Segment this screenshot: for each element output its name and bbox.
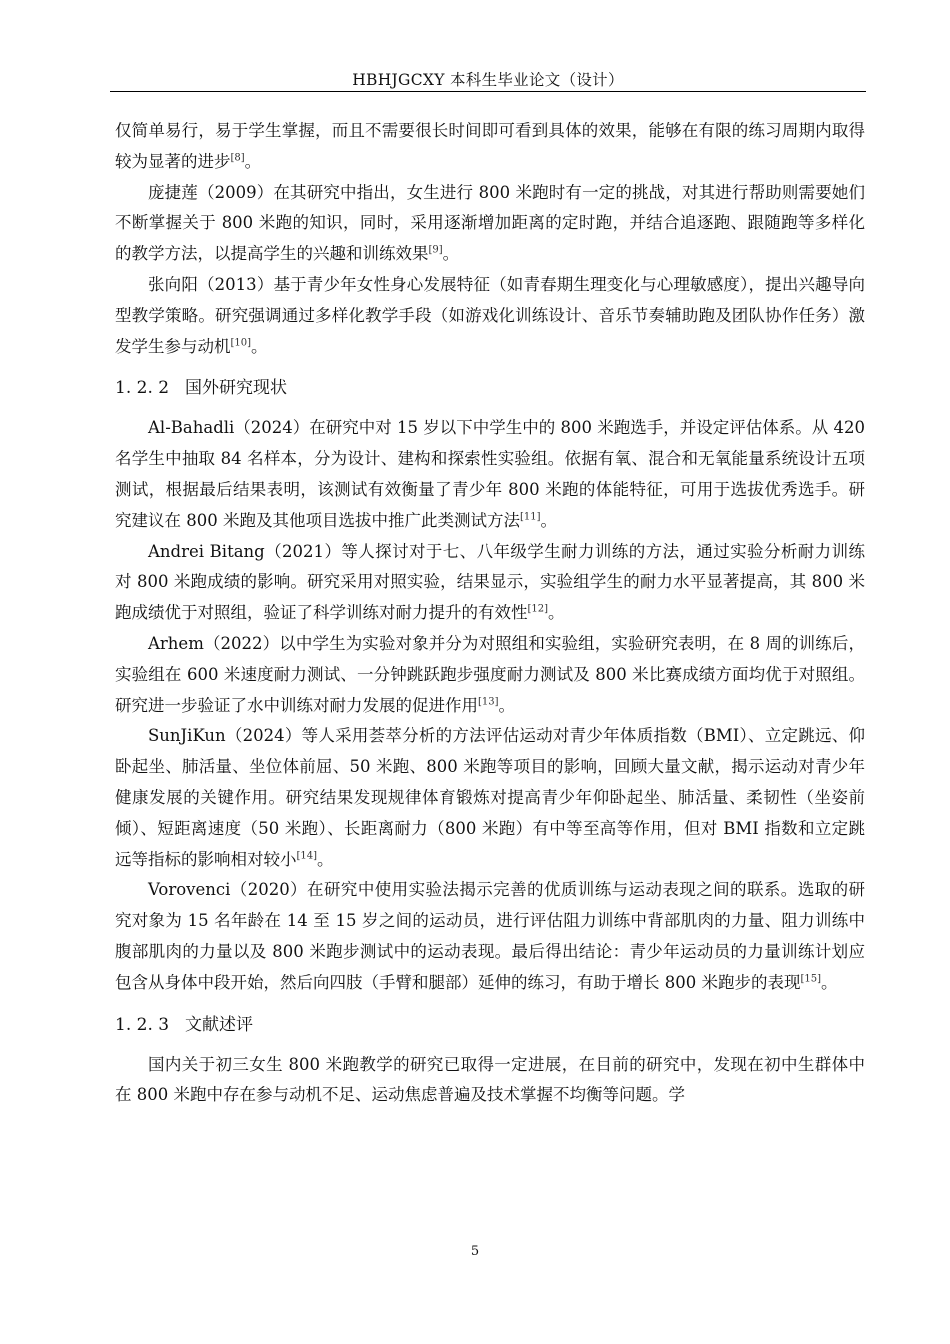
paragraph: 张向阳（2013）基于青少年女性身心发展特征（如青春期生理变化与心理敏感度），提出兴趣导向型教学策略。研究强调通过多样化教学手段（如游戏化训练设计、音乐节奏辅助跑及团队协作任务）激发学生参与动机[10]。 bbox=[115, 274, 865, 356]
section-number: 1. 2. 3 bbox=[115, 1014, 170, 1035]
citation: [15] bbox=[800, 973, 822, 985]
paragraph: Arhem（2022）以中学生为实验对象并分为对照组和实验组，实验研究表明，在 8 周的训练后，实验组在 600 米速度耐力测试、一分钟跳跃跑步强度耐力测试及 800 米比赛成绩方面均优于对照组。研究进一步验证了水中训练对耐力发展的促进作用[13]。 bbox=[115, 633, 865, 715]
paragraph: 国内关于初三女生 800 米跑教学的研究已取得一定进展，在目前的研究中，发现在初中生群体中在 800 米跑中存在参与动机不足、运动焦虑普遍及技术掌握不均衡等问题。学 bbox=[115, 1054, 865, 1105]
section-heading bbox=[115, 1010, 865, 1040]
section-number: 1. 2. 2 bbox=[115, 378, 170, 399]
citation: [14] bbox=[296, 850, 318, 862]
page-header: HBHJGCXY 本科生毕业论文（设计） bbox=[352, 71, 624, 89]
paragraph: SunJiKun（2024）等人采用荟萃分析的方法评估运动对青少年体质指数（BMI）、立定跳远、仰卧起坐、肺活量、坐位体前屈、50 米跑、800 米跑等项目的影响，回顾大量文献，揭示运动对青少年健康发展的关键作用。研究结果发现规律体育锻炼对提高青少年仰卧起坐、肺活量、柔韧性（坐姿前倾）、短距离速度（50 米跑）、长距离耐力（800 米跑）有中等至高等作用，但对 BMI 指数和立定跳远等指标的影响相对较小[14]。 bbox=[115, 726, 865, 869]
paragraph: Al-Bahadli（2024）在研究中对 15 岁以下中学生中的 800 米跑选手，并设定评估体系。从 420 名学生中抽取 84 名样本，分为设计、建构和探索性实验组。依据有氧、混合和无氧能量系统设计五项测试，根据最后结果表明，该测试有效衡量了青少年 800 米跑的体能特征，可用于选拔优秀选手。研究建议在 800 米跑及其他项目选拔中推广此类测试方法[11]。 bbox=[115, 418, 866, 530]
section-title: 国外研究现状 bbox=[185, 378, 287, 399]
paragraph: 仅简单易行，易于学生掌握，而且不需要很长时间即可看到具体的效果，能够在有限的练习周期内取得较为显著的进步[8]。 bbox=[115, 121, 865, 171]
paragraph: Andrei Bitang（2021）等人探讨对于七、八年级学生耐力训练的方法，通过实验分析耐力训练对 800 米跑成绩的影响。研究采用对照实验，结果显示，实验组学生的耐力水平显著提高，其 800 米跑成绩优于对照组，验证了科学训练对耐力提升的有效性[12]。 bbox=[115, 541, 865, 623]
citation: [12] bbox=[527, 603, 549, 615]
page-body bbox=[115, 116, 865, 1111]
paragraph: Vorovenci（2020）在研究中使用实验法揭示完善的优质训练与运动表现之间的联系。选取的研究对象为 15 名年龄在 14 至 15 岁之间的运动员，进行评估阻力训练中背部肌肉的力量、阻力训练中腹部肌肉的力量以及 800 米跑步测试中的运动表现。最后得出结论：青少年运动员的力量训练计划应包含从身体中段开始，然后向四肢（手臂和腿部）延伸的练习，有助于增长 800 米跑步的表现[15]。 bbox=[115, 880, 865, 992]
header-rule bbox=[110, 91, 866, 92]
citation: [9] bbox=[428, 244, 443, 256]
citation: [13] bbox=[478, 696, 499, 708]
citation: [11] bbox=[519, 511, 541, 523]
paragraph: 庞捷莲（2009）在其研究中指出，女生进行 800 米跑时有一定的挑战，对其进行帮助则需要她们不断掌握关于 800 米跑的知识，同时，采用逐渐增加距离的定时跑，并结合追逐跑、跟随跑等多样化的教学方法，以提高学生的兴趣和训练效果[9]。 bbox=[115, 182, 865, 264]
page-number: 5 bbox=[470, 1244, 480, 1259]
citation: [10] bbox=[230, 337, 252, 349]
citation: [8] bbox=[230, 152, 245, 164]
section-heading bbox=[115, 373, 865, 403]
section-title: 文献述评 bbox=[185, 1014, 253, 1035]
